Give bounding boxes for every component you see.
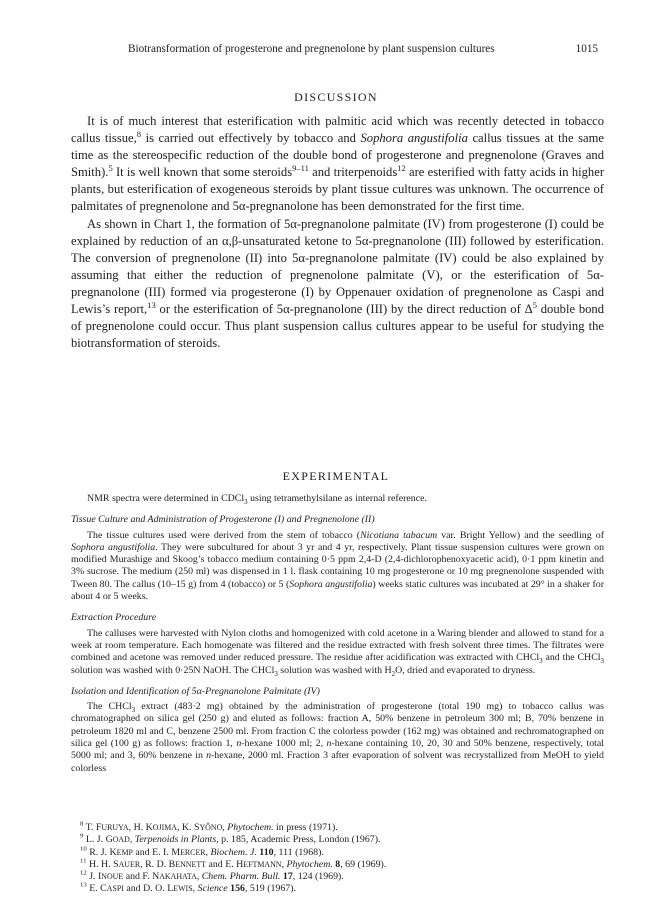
running-title: Biotransformation of progesterone and pregnenolone by plant suspension cultures	[128, 43, 495, 55]
ref-marker: 8	[136, 128, 142, 139]
subsection-title-isolation: Isolation and Identification of 5α-Pregnanolone Palmitate (IV)	[71, 685, 320, 697]
isolation-text: The CHCl$_3$ extract (483·2 mg) obtained by the administration of progesterone (total 190 mg) to tobacco callus was chromatographed on silica gel (250 g) and eluted as follows: fraction A, 50% benzene in petroleum 300 ml; B, 70% benzene in petroleum 1820 ml and C, benzene 2500 ml. From fraction C the colorless powder (162 mg) was obtained and rechromatographed on silica gel (100 g) as follows: fraction 1, n-hexane 1000 ml; 2, n-hexane containing 10, 20, 30 and 50% benzene, respectively, total 5000 ml; and 3, 60% benzene in n-hexane, 2000 ml. Fraction 3 after evaporation of solvent was recrystallized from MeOH to yield colorless	[71, 701, 604, 774]
subsection-title-tissue-culture: Tissue Culture and Administration of Progesterone (I) and Pregnenolone (II)	[71, 514, 375, 526]
ref-marker: 9–11	[292, 163, 309, 174]
discussion-section	[71, 113, 604, 352]
ref-marker: 13	[147, 299, 156, 310]
reference-9: $^9$ L. J. GOAD, Terpenoids in Plants, p. 185, Academic Press, London (1967).	[80, 833, 381, 846]
discussion-heading: DISCUSSION	[294, 90, 378, 104]
discussion-paragraph-2: As shown in Chart 1, the formation of 5α-pregnanolone palmitate (IV) from progesterone (I) could be explained by reduction of an α,β-unsaturated ketone to 5α-pregnanolone (III) followed by esterification. The conversion of pregnenolone (II) into 5α-pregnanolone palmitate (IV) could be also explained by assuming that either the reduction of pregnenolone palmitate (V), or the esterification of 5α-pregnanolone (III) formed via progesterone (I) by Oppenauer oxidation of pregnenolone as Caspi and Lewis’s report,$^{13}$ or the esterification of 5α-pregnanolone (III) by the direct reduction of $\Delta^5$ double bond of pregnenolone could occur. Thus plant suspension callus cultures appear to be useful for studying the biotransformation of steroids.	[71, 216, 605, 351]
reference-8: $^8$ T. FURUYA, H. KOJIMA, K. SYÔNO, Phytochem. in press (1971).	[80, 820, 338, 833]
experimental-section	[71, 493, 604, 775]
discussion-paragraph-1: It is of much interest that esterification with palmitic acid which was recently detected in tobacco callus tissue,$^8$ is carried out effectively by tobacco and Sophora angustifolia callus tissues at the same time as the stereospecific reduction of the double bond of progesterone and pregnenolone (Graves and Smith).$^5$ It is well known that some steroids$^{9-11}$ and triterpenoids$^{12}$ are esterified with fatty acids in higher plants, but esterification of exogeneous steroids by plant tissue cultures was unknown. The occurrence of palmitates of pregnenolone and 5α-pregnanolone has been demonstrated for the first time.	[71, 114, 605, 214]
tissue-culture-text: The tissue cultures used were derived from the stem of tobacco (Nicotiana tabacum var. Bright Yellow) and the seedling of Sophora angustifolia. They were subcultured for about 3 yr and 4 yr, respectively. Plant tissue suspension cultures were grown on modified Murashige and Skoog’s tobacco medium containing 0·5 ppm 2,4-D (2,4-dichlorophenoxyacetic acid), 0·1 ppm kinetin and 3% sucrose. The medium (250 ml) was dispensed in 1 l. flask containing 10 mg progesterone or 10 mg pregnenolone suspended with Tween 80. The callus (10–15 g) from 4 (tobacco) or 5 (Sophora angustifolia) weeks static cultures was incubated at 29° in a shaker for about 4 or 5 weeks.	[71, 529, 605, 603]
reference-11: $^{11}$ H. H. SAUER, R. D. BENNETT and E. HEFTMANN, Phytochem. 8, 69 (1969).	[80, 857, 387, 870]
reference-13: $^{13}$ E. CASPI and D. O. LEWIS, Science 156, 519 (1967).	[80, 882, 296, 895]
extraction-text: The calluses were harvested with Nylon cloths and homogenized with cold acetone in a Waring blender and allowed to stand for a week at room temperature. Each homogenate was filtered and the residue extracted with fresh solvent three times. The filtrates were combined and acetone was removed under reduced pressure. The residue after acidification was extracted with CHCl$_3$ and the CHCl$_3$ solution was washed with 0·25N NaOH. The CHCl$_3$ solution was washed with $H_2O$, dried and evaporated to dryness.	[71, 627, 604, 678]
reference-12: $^{12}$ J. INOUE and F. NAKAHATA, Chem. Pharm. Bull. 17, 124 (1969).	[80, 869, 344, 883]
page-number: 1015	[575, 43, 598, 55]
subsection-title-extraction: Extraction Procedure	[71, 612, 157, 624]
ref-marker: 5	[108, 163, 113, 174]
reference-10: $^{10}$ R. J. KEMP and E. I. MERCER, Biochem. J. 110, 111 (1968).	[80, 845, 324, 858]
running-header	[128, 43, 598, 55]
footnote-references	[80, 822, 590, 896]
experimental-intro: NMR spectra were determined in CDCl$_3$ using tetramethylsilane as internal reference.	[87, 493, 427, 506]
ref-marker: 12	[397, 163, 406, 174]
experimental-heading: EXPERIMENTAL	[282, 469, 390, 483]
